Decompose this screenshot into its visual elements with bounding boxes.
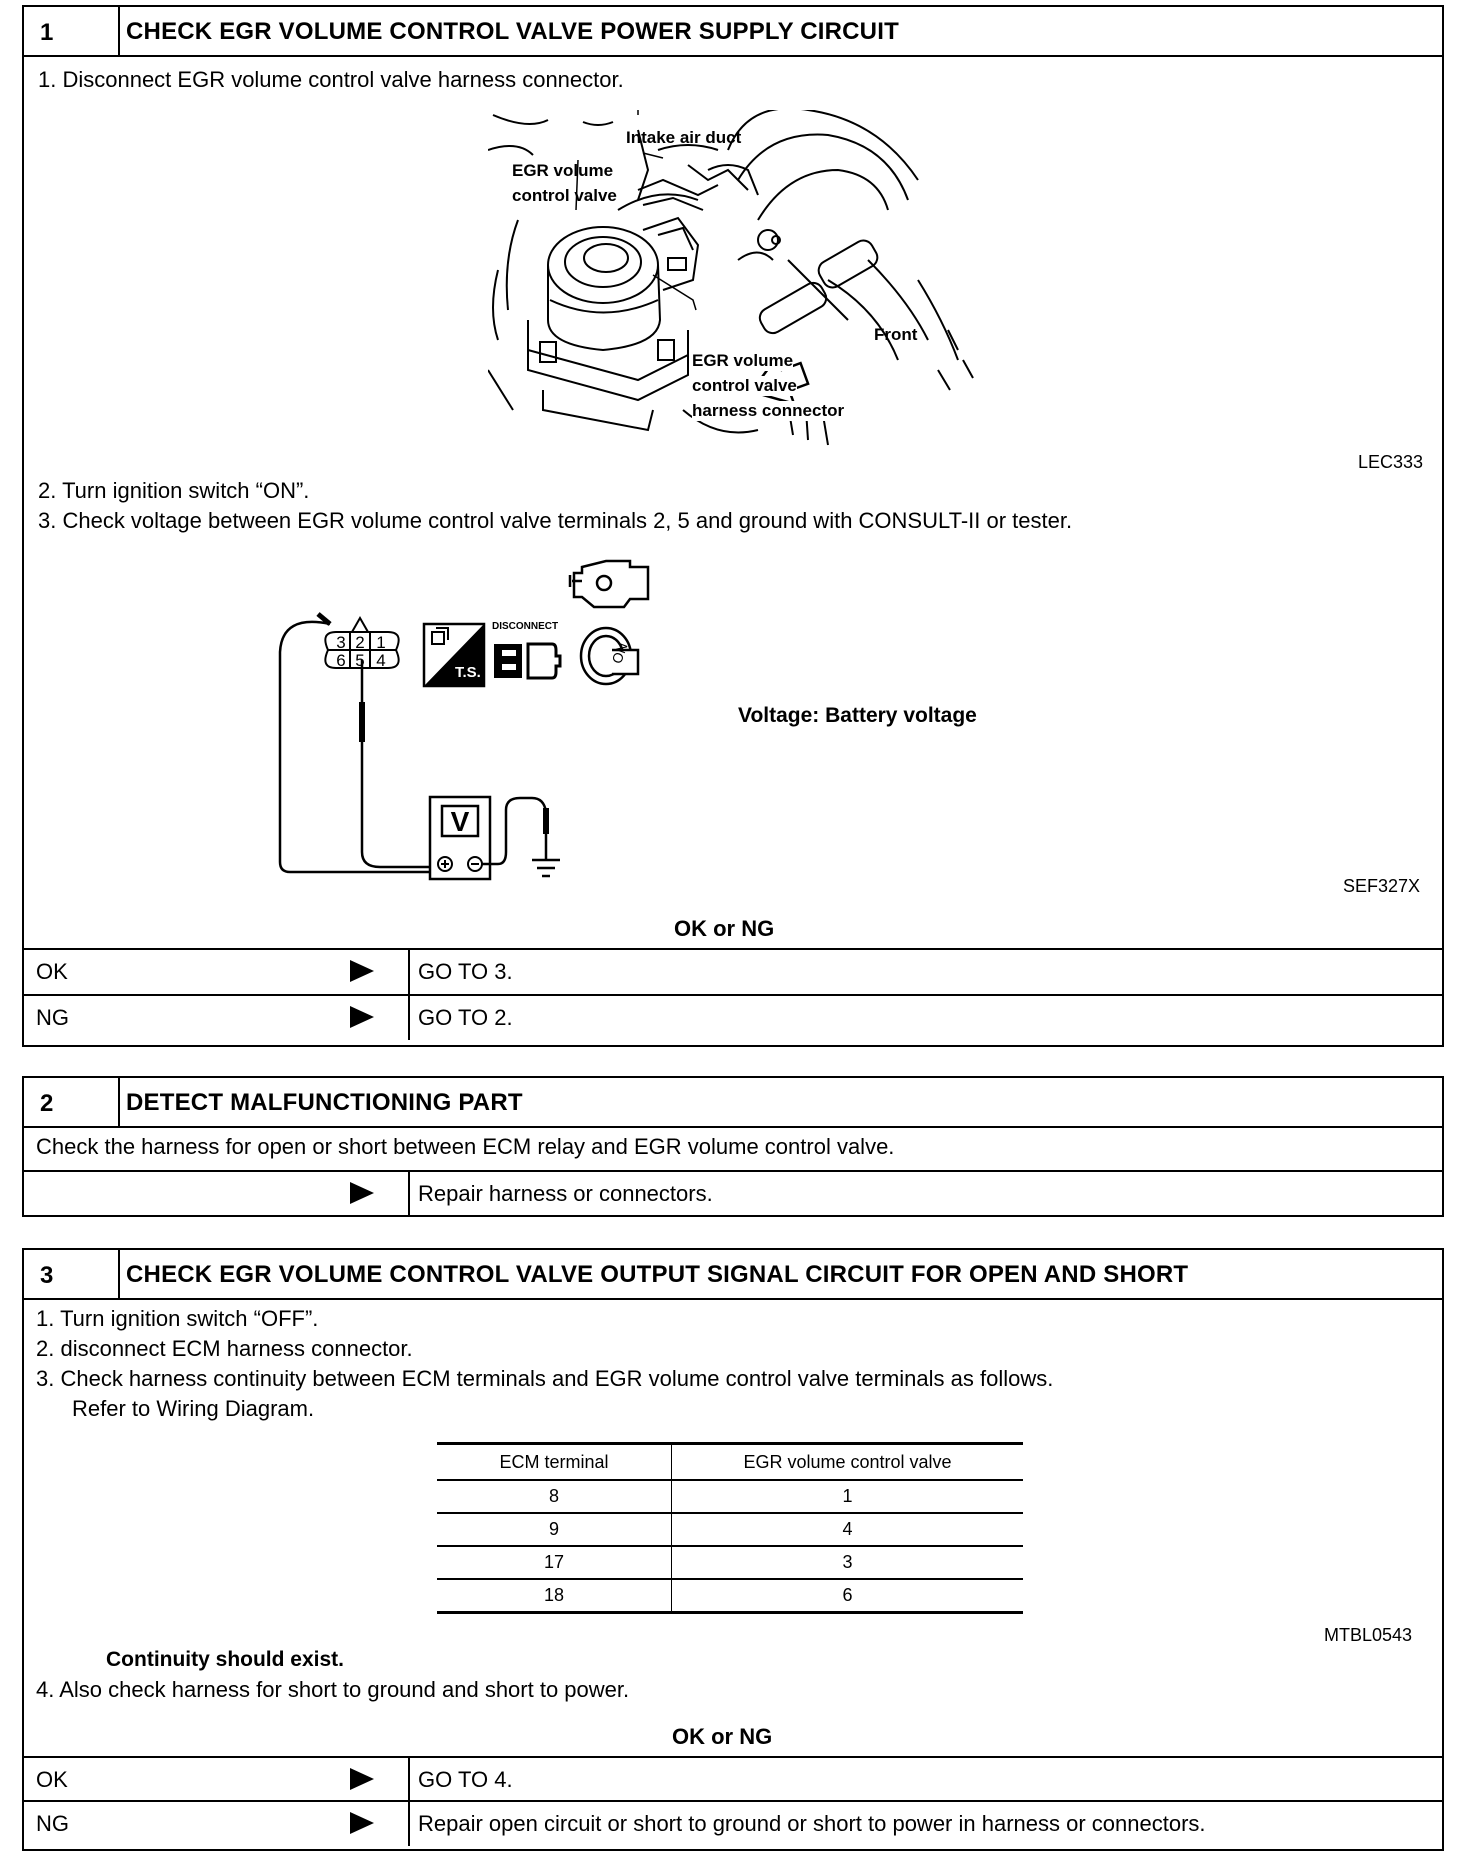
step1-result-ng — [24, 994, 1442, 1040]
step3-result-ng — [24, 1800, 1442, 1846]
step1-result-ok — [24, 948, 1442, 994]
result-action: GO TO 3. — [418, 959, 513, 984]
arrow-right-icon — [350, 1006, 374, 1028]
step2-instruction: Check the harness for open or short between ECM relay and EGR volume control valve. — [36, 1134, 895, 1159]
table-header-ecm: ECM terminal — [437, 1444, 672, 1481]
step3-header — [24, 1250, 1442, 1300]
step2-result — [24, 1170, 1442, 1216]
disconnect-icon-label: DISCONNECT — [492, 621, 559, 632]
table-code: MTBL0543 — [1324, 1625, 1413, 1645]
result-divider — [408, 996, 410, 1040]
step1-header-divider — [118, 7, 120, 55]
result-action: Repair open circuit or short to ground or short to power in harness or connectors. — [418, 1811, 1206, 1836]
label-egr-valve-line1: EGR volume — [512, 161, 614, 180]
engine-icon — [568, 553, 654, 611]
step1-number: 1 — [40, 19, 54, 46]
label-connector-line2: control valve — [692, 376, 797, 395]
step1-title: CHECK EGR VOLUME CONTROL VALVE POWER SUPPLY CIRCUIT — [126, 18, 899, 45]
result-action: Repair harness or connectors. — [418, 1181, 713, 1206]
table-header-row — [437, 1444, 1023, 1481]
table-cell: 4 — [672, 1513, 1024, 1546]
result-action: GO TO 4. — [418, 1767, 513, 1792]
figure2-code: SEF327X — [1343, 876, 1421, 896]
label-intake-air-duct: Intake air duct — [626, 128, 742, 147]
result-divider — [408, 1172, 410, 1216]
connector-terminal-2: 2 — [355, 633, 365, 652]
step3-header-divider — [118, 1250, 120, 1298]
label-egr-valve-line2: control valve — [512, 186, 617, 205]
result-divider — [408, 1758, 410, 1802]
step2-title: DETECT MALFUNCTIONING PART — [126, 1089, 523, 1116]
label-front: Front — [874, 325, 918, 344]
table-cell: 6 — [672, 1579, 1024, 1613]
result-label: OK — [36, 1767, 68, 1792]
continuity-table — [437, 1442, 1023, 1614]
step2-number: 2 — [40, 1090, 54, 1117]
table-cell: 8 — [437, 1480, 672, 1513]
step1-instruction-1: 1. Disconnect EGR volume control valve harness connector. — [38, 67, 624, 92]
step3-instruction-3b: Refer to Wiring Diagram. — [72, 1396, 315, 1421]
step2-box — [22, 1076, 1444, 1217]
connector-terminal-5: 5 — [355, 651, 365, 670]
connector-terminal-3: 3 — [336, 633, 346, 652]
table-header-egr: EGR volume control valve — [672, 1444, 1024, 1481]
arrow-right-icon — [350, 1812, 374, 1834]
step1-results — [22, 948, 1444, 1047]
figure1-code: LEC333 — [1358, 452, 1424, 472]
table-row — [437, 1480, 1023, 1513]
table-cell: 17 — [437, 1546, 672, 1579]
arrow-right-icon — [350, 960, 374, 982]
step3-instruction-3: 3. Check harness continuity between ECM terminals and EGR volume control valve terminals as follows. — [36, 1366, 1054, 1391]
voltage-spec: Voltage: Battery voltage — [738, 704, 977, 727]
connector-terminal-1: 1 — [376, 633, 386, 652]
step3-instruction-2: 2. disconnect ECM harness connector. — [36, 1336, 413, 1361]
table-row — [437, 1546, 1023, 1579]
arrow-right-icon — [350, 1182, 374, 1204]
meter-v-label: V — [450, 806, 470, 837]
step2-header-divider — [118, 1078, 120, 1126]
table-row — [437, 1513, 1023, 1546]
result-label: NG — [36, 1005, 69, 1030]
step1-instruction-2: 2. Turn ignition switch “ON”. — [38, 478, 310, 503]
result-action: GO TO 2. — [418, 1005, 513, 1030]
table-cell: 9 — [437, 1513, 672, 1546]
result-label: NG — [36, 1811, 69, 1836]
connector-terminal-6: 6 — [336, 651, 346, 670]
ignition-on-label: ON — [608, 640, 631, 666]
table-cell: 3 — [672, 1546, 1024, 1579]
step3-result-ok — [24, 1756, 1442, 1802]
table-cell: 18 — [437, 1579, 672, 1613]
step1-ok-or-ng: OK or NG — [674, 916, 775, 941]
result-divider — [408, 950, 410, 994]
step3-instruction-4: 4. Also check harness for short to ground and short to power. — [36, 1677, 630, 1702]
step3-results — [22, 1756, 1444, 1851]
table-cell: 1 — [672, 1480, 1024, 1513]
step3-instruction-1: 1. Turn ignition switch “OFF”. — [36, 1306, 319, 1331]
step3-title: CHECK EGR VOLUME CONTROL VALVE OUTPUT SIGNAL CIRCUIT FOR OPEN AND SHORT — [126, 1261, 1189, 1288]
result-label: OK — [36, 959, 68, 984]
step2-header — [24, 1078, 1442, 1128]
disconnect-icon — [490, 636, 562, 686]
result-divider — [408, 1802, 410, 1846]
table-row — [437, 1579, 1023, 1613]
step3-number: 3 — [40, 1262, 54, 1289]
arrow-right-icon — [350, 1768, 374, 1790]
step1-header — [24, 7, 1442, 57]
label-connector-line1: EGR volume — [692, 351, 794, 370]
step1-instruction-3: 3. Check voltage between EGR volume control valve terminals 2, 5 and ground with CONSULT-II or tester. — [38, 508, 1073, 533]
connector-terminal-4: 4 — [376, 651, 386, 670]
continuity-spec: Continuity should exist. — [106, 1648, 345, 1671]
ts-icon-label: T.S. — [455, 664, 481, 681]
label-connector-line3: harness connector — [692, 401, 845, 420]
step3-ok-or-ng: OK or NG — [672, 1724, 773, 1749]
